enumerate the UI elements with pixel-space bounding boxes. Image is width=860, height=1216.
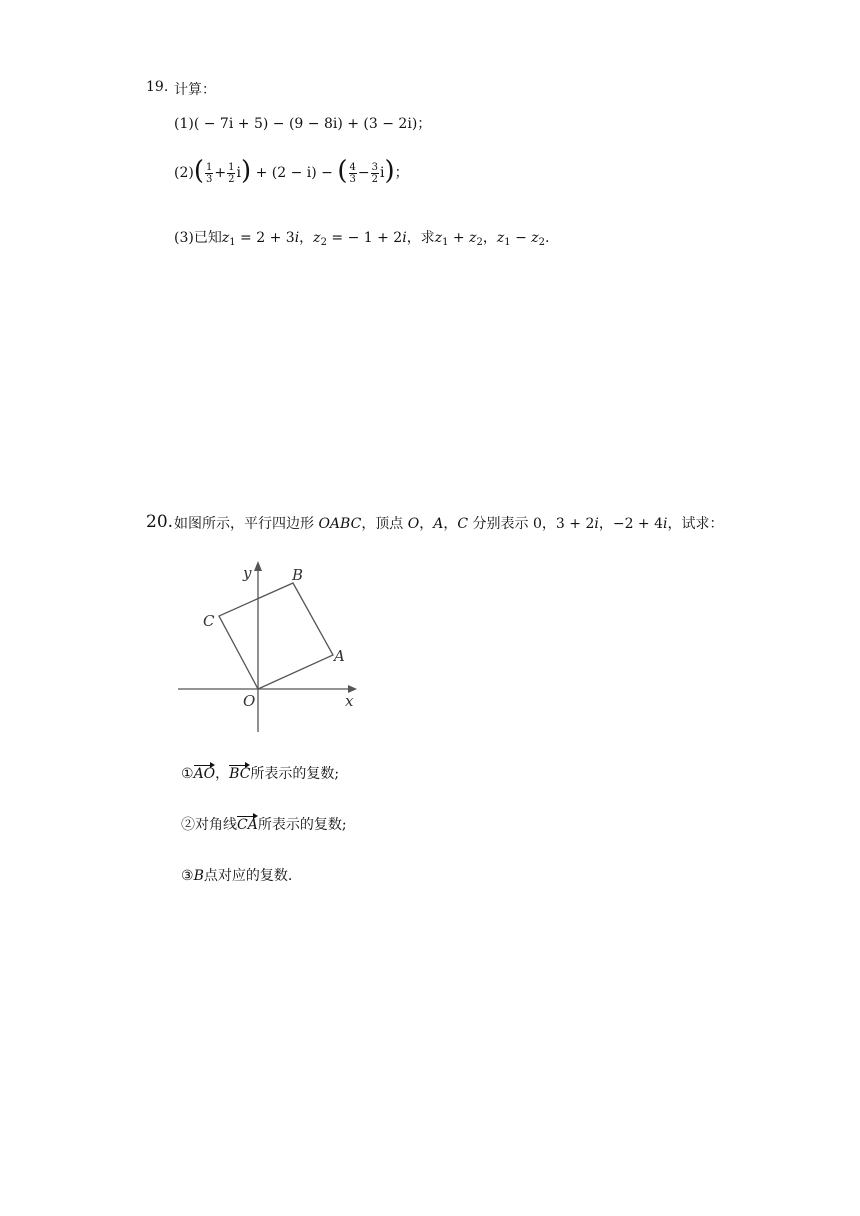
fraction: $\frac{1}{2}$ bbox=[228, 161, 235, 185]
vector-ao: AO bbox=[193, 766, 216, 782]
circled-number: ① bbox=[181, 766, 194, 782]
vector-ca: CA bbox=[237, 817, 258, 833]
q19-part2-mid: + (2 − i) − bbox=[255, 165, 333, 181]
parallelogram-oabc bbox=[219, 583, 333, 689]
separator: ， bbox=[215, 766, 230, 782]
open-paren: ( bbox=[193, 156, 204, 186]
sub2-tail: 所表示的复数; bbox=[257, 817, 347, 833]
plus-sign: + bbox=[214, 165, 227, 181]
q20-text-c: 分别表示 0，3 + 2 bbox=[468, 516, 595, 532]
x-axis-label: x bbox=[345, 692, 354, 710]
q19-title: 计算： bbox=[174, 82, 216, 98]
imag-unit: i bbox=[402, 230, 407, 246]
subscript: 2 bbox=[538, 237, 546, 248]
label-a: A bbox=[334, 647, 345, 665]
label-c: C bbox=[203, 612, 215, 630]
q20-sub1 bbox=[181, 763, 339, 783]
separator: ， bbox=[419, 516, 434, 532]
q19-part1-end: ； bbox=[417, 116, 432, 132]
q20-sub2 bbox=[181, 814, 347, 834]
subscript: 1 bbox=[442, 237, 449, 248]
circled-number: ② bbox=[181, 817, 195, 833]
var-z: z bbox=[469, 230, 477, 246]
subscript: 1 bbox=[229, 237, 236, 248]
label-b: B bbox=[292, 566, 304, 584]
var-z: z bbox=[496, 230, 505, 246]
subscript: 2 bbox=[320, 237, 327, 248]
y-axis-arrow bbox=[254, 561, 262, 571]
plus-sign: + bbox=[448, 230, 470, 246]
q20-number: 20. bbox=[146, 512, 174, 532]
imag-unit: i bbox=[236, 165, 241, 181]
q19-part2-label: (2) bbox=[174, 165, 194, 181]
sub2-pre: 对角线 bbox=[195, 817, 237, 833]
ask-text: ，求 bbox=[406, 230, 435, 246]
fraction: $\frac{1}{3}$ bbox=[206, 161, 213, 185]
vertex-o: O bbox=[407, 516, 420, 532]
sub1-tail: 所表示的复数; bbox=[250, 766, 340, 782]
imag-unit: i bbox=[294, 230, 300, 246]
q19-part1-label: (1) bbox=[174, 116, 194, 132]
q20-text-b: ，顶点 bbox=[361, 516, 408, 532]
var-z: z bbox=[221, 230, 230, 246]
imag-unit: i bbox=[594, 516, 599, 532]
sub3-tail: 点对应的复数. bbox=[203, 868, 293, 884]
eq-text: = − 1 + 2 bbox=[326, 230, 403, 246]
subscript: 1 bbox=[504, 237, 511, 248]
circled-number: ③ bbox=[181, 868, 194, 884]
parallelogram-name: OABC bbox=[318, 516, 362, 532]
imag-unit: i bbox=[379, 165, 385, 181]
close-paren: ) bbox=[240, 156, 252, 186]
var-z: z bbox=[434, 230, 443, 246]
q19-part3-label: (3)已知 bbox=[174, 230, 222, 246]
minus-sign: − bbox=[357, 165, 370, 181]
fraction: $\frac{4}{3}$ bbox=[349, 161, 356, 185]
y-axis-label: y bbox=[243, 564, 252, 582]
label-o: O bbox=[243, 692, 256, 710]
minus-sign: − bbox=[510, 230, 532, 246]
eq-text: = 2 + 3 bbox=[235, 230, 295, 246]
open-paren: ( bbox=[337, 156, 348, 186]
fraction: $\frac{3}{2}$ bbox=[371, 161, 378, 185]
var-z: z bbox=[531, 230, 539, 246]
separator: ， bbox=[299, 230, 314, 246]
q20-text-e: ，试求： bbox=[667, 516, 724, 532]
close-paren: ) bbox=[384, 156, 395, 186]
vector-bc: BC bbox=[229, 766, 251, 782]
separator: ， bbox=[443, 516, 458, 532]
q19-part1-expr: ( − 7i + 5) − (9 − 8i) + (3 − 2i) bbox=[193, 116, 418, 132]
q20-text-a: 如图所示，平行四边形 bbox=[174, 516, 319, 532]
separator: ， bbox=[482, 230, 497, 246]
q19-number: 19. bbox=[146, 79, 169, 95]
q20-sub3 bbox=[181, 865, 292, 885]
q20-text-d: ，−2 + 4 bbox=[598, 516, 664, 532]
vertex-c: C bbox=[457, 516, 469, 532]
imag-unit: i bbox=[663, 516, 668, 532]
subscript: 2 bbox=[476, 237, 483, 248]
vertex-a: A bbox=[433, 516, 444, 532]
q19-part2-end: ； bbox=[394, 165, 409, 181]
var-z: z bbox=[313, 230, 321, 246]
period: . bbox=[545, 230, 550, 246]
point-b: B bbox=[193, 868, 204, 884]
